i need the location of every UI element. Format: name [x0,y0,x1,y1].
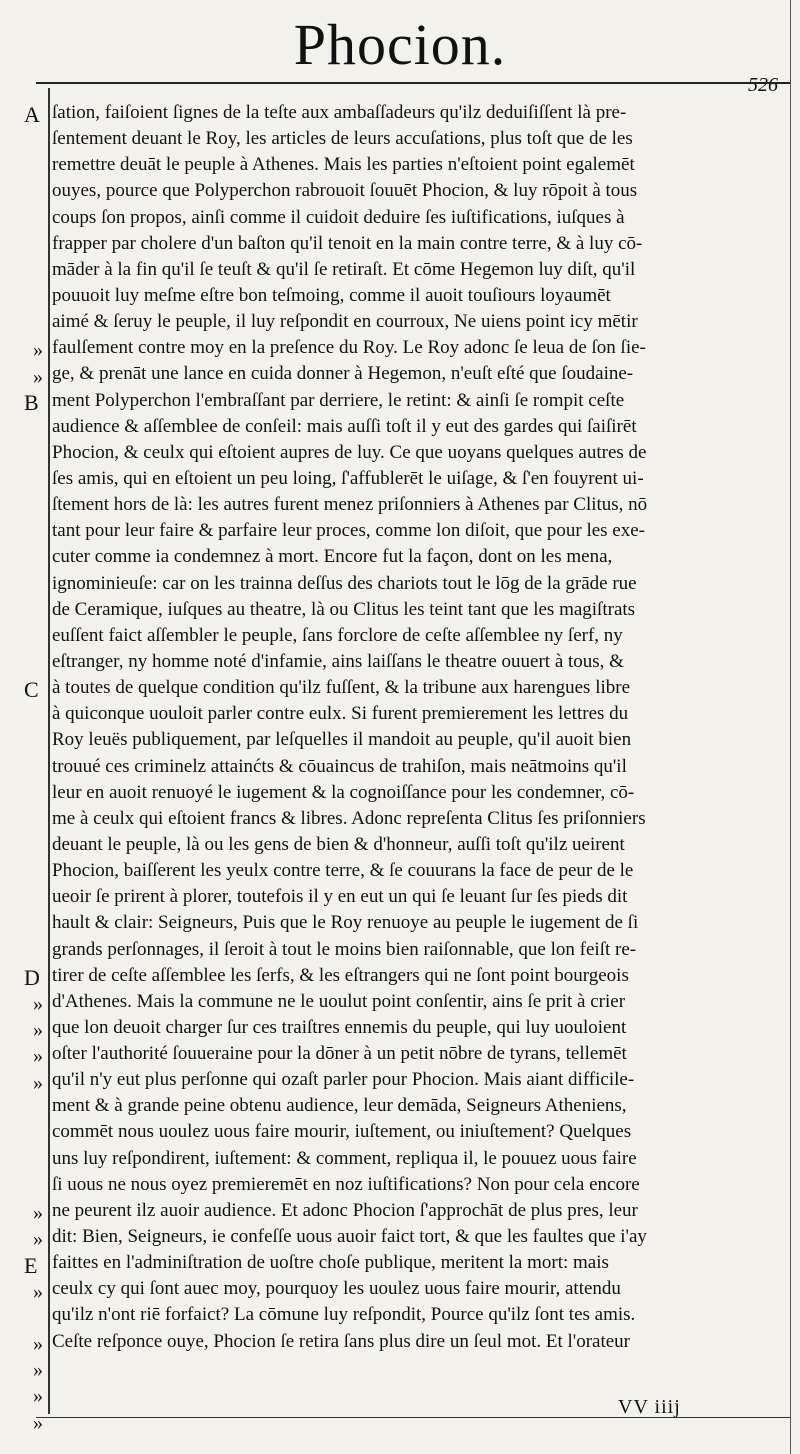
text-line: cuter comme ia condemnez à mort. Encore fut la façon, dont on les mena, [52,546,613,568]
text-line: grands perſonnages, il ſeroit à tout le moins bien raiſonnable, que lon feiſt re- [52,938,637,960]
text-line: Ceſte reſponce ouye, Phocion ſe retira ſans plus dire un ſeul mot. Et l'orateur [52,1330,631,1352]
text-line: qu'il n'y eut plus perſonne qui ozaſt parler pour Phocion. Mais aiant difficile- [52,1069,635,1091]
margin-quote-mark: » [33,365,43,388]
margin-section-letter: D [24,964,40,990]
text-line: coups ſon propos, ainſi comme il cuidoit deduire ſes iuſtifications, iuſques à [52,206,625,228]
page-title: Phocion. [293,12,507,77]
text-line: uns luy reſpondirent, iuſtement: & comment, repliqua il, le pouuez uous faire [52,1147,637,1169]
text-line: de Ceramique, iuſques au theatre, là ou Clitus les teint tant que les magiſtrats [52,598,636,620]
text-line: oſter l'authorité ſouueraine pour la dōner à un petit nōbre de tyrans, tellemēt [52,1043,627,1065]
text-line: Roy leuës publiquement, par leſquelles il mandoit au peuple, qu'il auoit bien [52,729,632,751]
text-line: faulſement contre moy en la preſence du Roy. Le Roy adonc ſe leua de ſon ſie- [52,337,646,359]
margin-quote-mark: » [33,1045,43,1068]
text-line: remettre deuāt le peuple à Athenes. Mais les parties n'eſtoient point egalemēt [52,154,635,176]
page-number: 526 [748,74,778,96]
margin-quote-mark: » [33,1280,43,1303]
text-line: pouuoit luy meſme eſtre bon teſmoing, comme il auoit touſiours loyaumēt [52,284,611,306]
text-line: aimé & ſeruy le peuple, il luy reſpondit en courroux, Ne uiens point icy mētir [52,311,638,333]
margin-quote-mark: » [33,1071,43,1094]
margin-section-letter: A [24,102,40,127]
text-line: à quiconque uouloit parler contre eulx. Si furent premierement les lettres du [52,703,629,725]
margin-quote-mark: » [33,1202,43,1225]
text-line: ge, & prenāt une lance en cuida donner à Hegemon, n'euſt eſté que ſoudaine- [52,363,634,385]
text-line: ſi uous ne nous oyez premieremēt en noz iuſtifications? Non pour cela encore [52,1173,640,1195]
text-line: qu'ilz n'ont riē forfaict? La cōmune luy reſpondit, Pource qu'ilz ſont tes amis. [52,1304,636,1326]
text-line: ne peurent ilz auoir audience. Et adonc Phocion ſ'approchāt de plus pres, leur [52,1199,638,1221]
header-rule [36,82,790,84]
text-line: ſtement hors de là: les autres furent menez priſonniers à Athenes par Clitus, nō [52,494,648,516]
text-line: Phocion, & ceulx qui eſtoient aupres de luy. Ce que uoyans quelques autres de [52,441,647,463]
margin-quote-mark: » [33,993,43,1016]
margin-section-letter: E [24,1252,38,1278]
right-edge-rule [790,0,791,1454]
margin-quote-mark: » [33,339,43,362]
text-line: ſation, faiſoient ſignes de la teſte aux ambaſſadeurs qu'ilz deduiſiſſent là pre- [52,102,627,123]
text-line: frapper par cholere d'un baſton qu'il tenoit en la main contre terre, & à luy cō- [52,232,643,254]
text-line: tirer de ceſte aſſemblee les ſerfs, & les eſtrangers qui ne ſont point bourgeois [52,964,629,986]
text-line: ignominieuſe: car on les trainna deſſus des chariots tout le lōg de la grāde rue [52,572,637,594]
text-line: dit: Bien, Seigneurs, ie confeſſe uous auoir faict tort, & que les faultes que i'ay [52,1226,647,1248]
margin-quote-mark: » [33,1228,43,1251]
margin-quote-mark: » [33,1385,43,1408]
text-line: me à ceulx qui eſtoient francs & libres. Adonc repreſenta Clitus ſes priſonniers [52,807,646,829]
text-line: ceulx cy qui ſont auec moy, pourquoy les uoulez uous faire mourir, attendu [52,1278,621,1300]
text-line: ment & à grande peine obtenu audience, leur demāda, Seigneurs Atheniens, [52,1095,627,1117]
text-line: à toutes de quelque condition qu'ilz fuſſent, & la tribune aux harengues libre [52,677,631,699]
text-line: audience & aſſemblee de conſeil: mais auſſi toſt il y eut des gardes qui ſaiſirēt [52,415,637,437]
text-line: commēt nous uoulez uous faire mourir, iuſtement, ou iniuſtement? Quelques [52,1121,632,1143]
margin-section-letter: C [24,677,39,703]
text-line: eſtranger, ny homme noté d'infamie, ains laiſſans le theatre ouuert à tous, & [52,650,624,672]
margin-quote-mark: » [33,1359,43,1382]
text-line: faittes en l'adminiſtration de uoſtre choſe publique, meritent la mort: mais [52,1252,609,1274]
text-line: tant pour leur faire & parfaire leur proces, comme lon diſoit, que pour les exe- [52,520,645,542]
text-line: deuant le peuple, là ou les gens de bien & d'honneur, auſſi toſt qu'ilz ueirent [52,833,625,855]
margin-quote-mark: » [33,1411,43,1434]
left-margin-rule [48,88,50,1414]
text-line: d'Athenes. Mais la commune ne le uoulut point conſentir, ains ſe prit à crier [52,990,626,1012]
signature-mark: VV iiij [618,1396,681,1418]
text-line: ouyes, pource que Polyperchon rabrouoit ſouuēt Phocion, & luy rōpoit à tous [52,180,638,202]
margin-section-letter: B [24,389,39,415]
margin-quote-mark: » [33,1019,43,1042]
text-line: hault & clair: Seigneurs, Puis que le Roy renuoye au peuple le iugement de ſi [52,912,639,934]
text-line: ſentement deuant le Roy, les articles de leurs accuſations, plus toſt que de les [52,128,633,150]
text-line: ueoir ſe prirent à plorer, toutefois il y en eut un qui ſe leuant ſur ſes pieds dit [52,886,628,908]
text-line: trouué ces criminelz attainćts & cōuaincus de trahiſon, mais neātmoins qu'il [52,755,627,777]
body-text [52,100,774,1355]
text-line: ſes amis, qui en eſtoient un peu loing, ſ'affublerēt le uiſage, & ſ'en fouyrent ui- [52,467,644,489]
text-line: māder à la fin qu'il ſe teuſt & qu'il ſe retiraſt. Et cōme Hegemon luy diſt, qu'il [52,258,636,280]
text-line: Phocion, baiſſerent les yeulx contre terre, & ſe couurans la face de peur de le [52,860,634,882]
margin-quote-mark: » [33,1333,43,1356]
text-line: que lon deuoit charger ſur ces traiſtres ennemis du peuple, qui luy uouloient [52,1016,627,1038]
text-line: ment Polyperchon l'embraſſant par derriere, le retint: & ainſi ſe rompit ceſte [52,389,625,411]
text-line: euſſent faict aſſembler le peuple, ſans forclore de ceſte aſſemblee ny ſerf, ny [52,624,623,646]
text-line: leur en auoit renuoyé le iugement & la cognoiſſance pour les condemner, cō- [52,781,635,803]
